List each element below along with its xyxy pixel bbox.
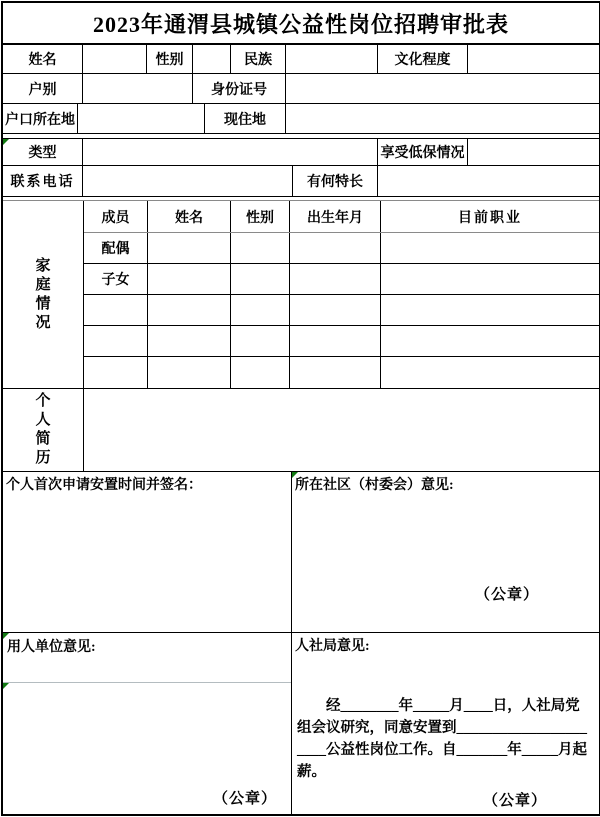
family-occupation-cell[interactable]: [381, 295, 599, 325]
phone-value-cell[interactable]: [83, 166, 293, 196]
current-residence-label-cell: [205, 104, 286, 133]
category-label-cell: [3, 139, 83, 165]
family-member-cell: 配偶: [84, 233, 148, 263]
family-gender-cell[interactable]: [231, 264, 290, 294]
education-label: 文化程度: [394, 53, 451, 68]
education-value-cell[interactable]: [468, 45, 599, 73]
family-occupation-cell[interactable]: [381, 264, 599, 294]
page-title: 2023年通渭县城镇公益性岗位招聘审批表: [92, 11, 509, 37]
cell-comment-marker-icon: [292, 472, 298, 478]
family-section-label: 家庭情况: [35, 257, 51, 331]
id-number-value-cell[interactable]: [286, 74, 599, 103]
family-birthdate-cell[interactable]: [290, 233, 381, 263]
employer-bureau-row: [3, 633, 599, 814]
cell-comment-marker-icon: [3, 683, 9, 689]
family-row-blank: [84, 326, 599, 357]
name-label: 姓名: [28, 53, 57, 68]
allowance-label: 享受低保情况: [380, 146, 465, 161]
employer-opinion-cell[interactable]: [3, 633, 291, 683]
bureau-opinion-label: 人社局意见:: [295, 639, 370, 654]
family-row-children: [84, 264, 599, 295]
family-table: [84, 201, 599, 388]
gender-label-cell: [147, 45, 193, 73]
bureau-seal-placeholder: （公章）: [482, 793, 547, 809]
employer-seal-placeholder: （公章）: [212, 791, 277, 807]
education-label-cell: [378, 45, 468, 73]
family-header-row: [84, 201, 599, 233]
resume-value-cell[interactable]: [84, 389, 599, 471]
family-section-label-cell: [3, 201, 84, 388]
community-opinion-label: 所在社区（村委会）意见:: [295, 478, 454, 493]
registration-place-label: 户口所在地: [5, 112, 75, 128]
family-birthdate-cell[interactable]: [290, 264, 381, 294]
household-type-label-cell: [3, 74, 83, 103]
resume-section: [3, 389, 599, 472]
row-basic-3: [3, 104, 599, 134]
row-basic-2: [3, 74, 599, 104]
family-occupation-cell[interactable]: [381, 326, 599, 356]
ethnicity-label: 民族: [244, 53, 272, 68]
family-row-blank: [84, 357, 599, 388]
family-header-name: 姓名: [148, 201, 231, 232]
family-name-cell[interactable]: [148, 326, 231, 356]
family-header-member: 成员: [84, 201, 148, 232]
family-header-birthdate: 出生年月: [290, 201, 381, 232]
household-type-label: 户别: [28, 82, 57, 98]
application-community-row: [3, 472, 599, 633]
family-header-occupation: 目前职业: [458, 210, 522, 226]
family-gender-cell[interactable]: [231, 357, 290, 388]
family-member-cell[interactable]: [84, 326, 148, 356]
phone-label-cell: [3, 166, 83, 196]
family-name-cell[interactable]: [148, 357, 231, 388]
family-name-cell[interactable]: [148, 233, 231, 263]
family-header-gender: 性别: [231, 201, 290, 232]
ethnicity-value-cell[interactable]: [286, 45, 378, 73]
row-category: [3, 139, 599, 166]
resume-label: 个人简历: [35, 393, 51, 466]
cell-comment-marker-icon: [3, 139, 9, 145]
employer-seal-cell[interactable]: [3, 683, 291, 814]
gender-label: 性别: [155, 53, 184, 68]
employer-opinion-column: [3, 633, 292, 814]
family-gender-cell[interactable]: [231, 233, 290, 263]
application-signature-label: 个人首次申请安置时间并签名：: [6, 478, 202, 493]
bureau-decision-text: 经________年_____月____日，人社局党组会议研究，同意安置到______________________公益性岗位工作。自_______年_____月起薪。: [297, 698, 587, 780]
category-value-cell[interactable]: [83, 139, 378, 165]
family-birthdate-cell[interactable]: [290, 326, 381, 356]
allowance-value-cell[interactable]: [468, 139, 599, 165]
community-opinion-cell[interactable]: [292, 472, 599, 632]
cell-comment-marker-icon: [3, 633, 9, 639]
registration-place-value-cell[interactable]: [78, 104, 205, 133]
title-row: [3, 3, 599, 45]
row-basic-1: [3, 45, 599, 74]
family-row-spouse: [84, 233, 599, 264]
allowance-label-cell: [378, 139, 468, 165]
family-occupation-cell[interactable]: [381, 233, 599, 263]
name-value-cell[interactable]: [83, 45, 147, 73]
gender-value-cell[interactable]: [193, 45, 231, 73]
employer-opinion-label: 用人单位意见:: [7, 640, 96, 655]
family-row-blank: [84, 295, 599, 326]
family-member-cell[interactable]: [84, 357, 148, 388]
category-label: 类型: [28, 146, 57, 161]
family-name-cell[interactable]: [148, 295, 231, 325]
specialties-value-cell[interactable]: [378, 166, 599, 196]
current-residence-value-cell[interactable]: [286, 104, 599, 133]
id-number-label: 身份证号: [211, 82, 267, 98]
family-gender-cell[interactable]: [231, 295, 290, 325]
row-phone: [3, 166, 599, 197]
specialties-label-cell: [293, 166, 378, 196]
family-birthdate-cell[interactable]: [290, 357, 381, 388]
phone-label: 联系电话: [10, 175, 75, 190]
family-member-cell: 子女: [84, 264, 148, 294]
approval-form-sheet: [1, 1, 600, 816]
ethnicity-label-cell: [231, 45, 286, 73]
family-birthdate-cell[interactable]: [290, 295, 381, 325]
application-signature-cell[interactable]: [3, 472, 292, 632]
registration-place-label-cell: [3, 104, 78, 133]
family-gender-cell[interactable]: [231, 326, 290, 356]
household-type-value-cell[interactable]: [83, 74, 193, 103]
family-member-cell[interactable]: [84, 295, 148, 325]
family-occupation-cell[interactable]: [381, 357, 599, 388]
name-label-cell: [3, 45, 83, 73]
family-name-cell[interactable]: [148, 264, 231, 294]
family-section: [3, 201, 599, 389]
bureau-opinion-cell[interactable]: [292, 633, 599, 814]
current-residence-label: 现住地: [224, 112, 266, 128]
resume-label-cell: [3, 389, 84, 471]
community-seal-placeholder: （公章）: [474, 587, 539, 603]
specialties-label: 有何特长: [307, 175, 363, 190]
id-number-label-cell: [193, 74, 286, 103]
